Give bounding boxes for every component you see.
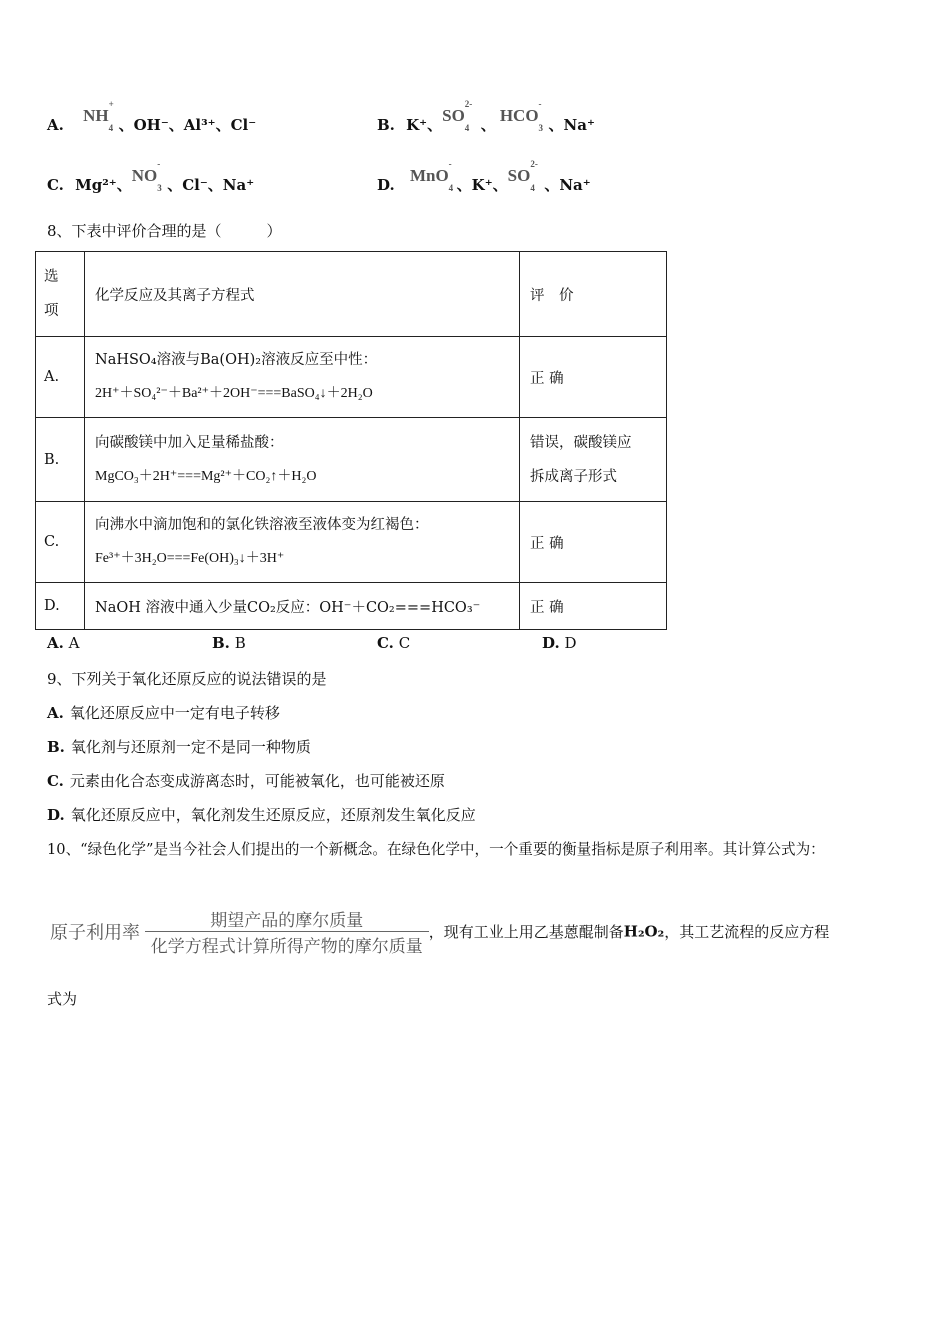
evaluation-table: [35, 251, 667, 630]
ion-list: 、Na⁺: [544, 176, 591, 194]
ion-list: 、Cl⁻、Na⁺: [167, 176, 255, 194]
ion-formula: NO - 3: [131, 159, 162, 193]
separator: 、: [480, 116, 496, 134]
q10-after-h2o2: ，其工艺流程的反应方程: [664, 923, 830, 941]
fraction-denominator: 化学方程式计算所得产物的摩尔质量: [150, 937, 423, 956]
ion-list: 、Na⁺: [548, 116, 595, 134]
q10-formula-line: [50, 906, 829, 957]
q10-stem: 10、“绿色化学”是当今社会人们提出的一个新概念。在绿色化学中，一个重要的衡量指标是原子利用率。其计算公式为：: [47, 841, 825, 858]
q7-option-a: [47, 99, 257, 135]
row-option: C.: [36, 502, 85, 583]
row-reaction: NaHSO₄溶液与Ba(OH)₂溶液反应至中性： 2H⁺＋SO₄²⁻＋Ba²⁺＋2OH⁻===BaSO₄↓＋2H₂O: [85, 337, 520, 418]
q9-option-b: B. 氧化剂与还原剂一定不是同一种物质: [47, 738, 311, 756]
table-header-row: [36, 252, 667, 337]
h2o2-formula: H₂O₂: [623, 922, 665, 941]
q8-stem: 8、下表中评价合理的是（ ）: [47, 222, 282, 240]
row-option: D.: [36, 583, 85, 630]
ion-formula: NH + 4: [83, 99, 114, 133]
row-reaction: NaOH 溶液中通入少量CO₂反应：OH⁻＋CO₂===HCO₃⁻: [85, 583, 520, 630]
ion-list: K⁺、: [406, 116, 443, 134]
row-option: A.: [36, 337, 85, 418]
q7-option-b: [377, 99, 595, 135]
q10-after-formula: ，现有工业上用乙基蒽醌制备: [428, 923, 624, 941]
ion-list: 、K⁺、: [456, 176, 508, 194]
row-option: B.: [36, 418, 85, 502]
row-reaction: 向碳酸镁中加入足量稀盐酸： MgCO₃＋2H⁺===Mg²⁺＋CO₂↑＋H₂O: [85, 418, 520, 502]
option-letter: D.: [377, 176, 395, 194]
q7-option-d: [377, 159, 591, 195]
header-option: 选 项: [36, 252, 85, 337]
q9-option-a: A. 氧化还原反应中一定有电子转移: [47, 704, 280, 722]
row-reaction: 向沸水中滴加饱和的氯化铁溶液至液体变为红褐色： Fe³⁺＋3H₂O===Fe(OH)₃↓＋3H⁺: [85, 502, 520, 583]
table-row: [36, 583, 667, 630]
table-row: [36, 418, 667, 502]
row-evaluation: 正 确: [520, 502, 667, 583]
formula-label: 原子利用率: [50, 922, 140, 943]
fraction: [145, 906, 429, 957]
q10-continuation: 式为: [47, 990, 78, 1008]
option-letter: A.: [47, 116, 64, 134]
table-row: [36, 337, 667, 418]
ion-formula: MnO - 4: [409, 159, 454, 193]
option-letter: B.: [377, 116, 395, 134]
ion-list: Mg²⁺、: [75, 176, 132, 194]
q9-option-c: C. 元素由化合态变成游离态时，可能被氧化，也可能被还原: [47, 772, 445, 790]
row-evaluation: 正 确: [520, 583, 667, 630]
option-letter: C.: [47, 176, 64, 194]
ion-formula: SO 2- 4: [442, 99, 473, 133]
header-reaction: 化学反应及其离子方程式: [85, 252, 520, 337]
row-evaluation: 错误，碳酸镁应 拆成离子形式: [520, 418, 667, 502]
ion-list: 、OH⁻、Al³⁺、Cl⁻: [118, 116, 257, 134]
q9-option-d: D. 氧化还原反应中，氧化剂发生还原反应，还原剂发生氧化反应: [47, 806, 476, 824]
ion-formula: HCO - 3: [499, 99, 544, 133]
row-evaluation: 正 确: [520, 337, 667, 418]
q7-option-c: [47, 159, 255, 195]
ion-formula: SO 2- 4: [507, 159, 538, 193]
table-row: [36, 502, 667, 583]
q9-stem: 9、下列关于氧化还原反应的说法错误的是: [47, 670, 327, 688]
fraction-numerator: 期望产品的摩尔质量: [145, 906, 429, 932]
header-evaluation: 评 价: [520, 252, 667, 337]
